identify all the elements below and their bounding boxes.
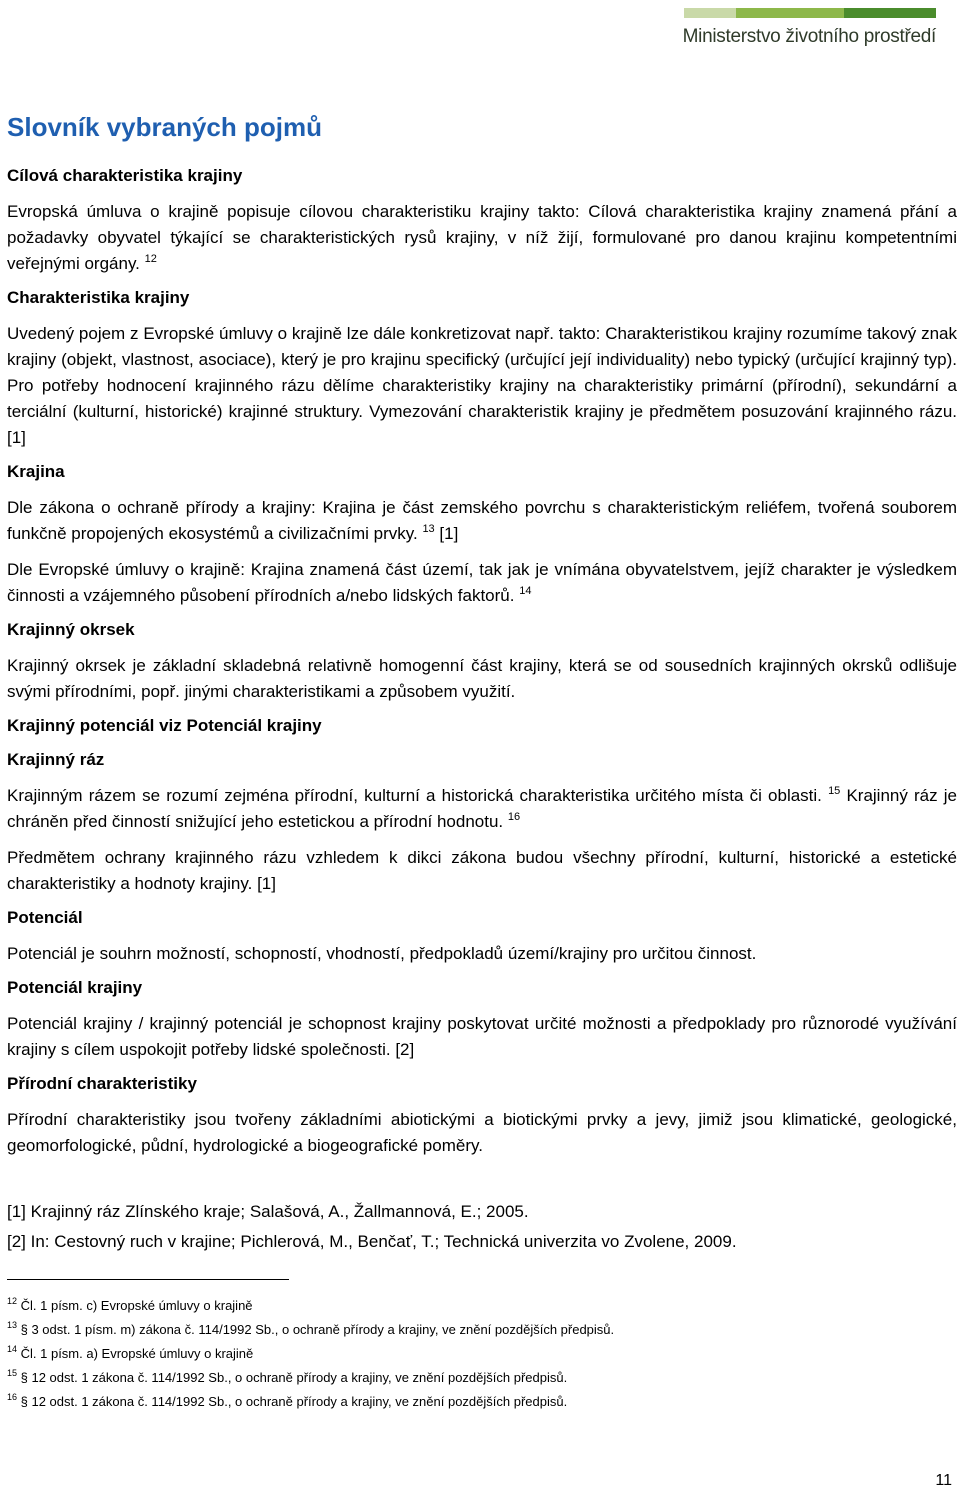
logo-bar (684, 8, 736, 18)
term-heading: Potenciál krajiny (7, 978, 143, 997)
definition-paragraph: Potenciál je souhrn možností, schopností, vhodností, předpokladů území/krajiny pro určitou činnost. (7, 944, 757, 963)
footnote-item (7, 1366, 957, 1390)
term-heading: Přírodní charakteristiky (7, 1074, 197, 1093)
logo-bars (676, 8, 936, 18)
footnote-text: § 12 odst. 1 zákona č. 114/1992 Sb., o ochraně přírody a krajiny, ve znění pozdějších předpisů. (17, 1370, 568, 1385)
term-heading: Cílová charakteristika krajiny (7, 166, 243, 185)
footnote-ref: 14 (519, 585, 532, 597)
footnote-number: 13 (7, 1320, 18, 1330)
term-heading: Krajinný ráz (7, 750, 105, 769)
term-heading: Krajina (7, 462, 65, 481)
footnote-number: 12 (7, 1296, 18, 1306)
reference-item: [1] Krajinný ráz Zlínského kraje; Salašová, A., Žallmannová, E.; 2005. (7, 1202, 529, 1221)
logo-text: Ministerstvo životního prostředí (682, 26, 936, 47)
footnote-text: Čl. 1 písm. c) Evropské úmluvy o krajině (17, 1298, 253, 1313)
logo-bar (736, 8, 844, 18)
footnote-text: Čl. 1 písm. a) Evropské úmluvy o krajině (17, 1346, 254, 1361)
footnote-text: § 3 odst. 1 písm. m) zákona č. 114/1992 Sb., o ochraně přírody a krajiny, ve znění pozdějších předpisů. (17, 1322, 615, 1337)
footnote-ref: 16 (507, 811, 521, 823)
footnote-ref: 12 (144, 253, 157, 265)
definition-paragraph: Předmětem ochrany krajinného rázu vzhledem k dikci zákona budou všechny přírodní, kulturní, historické a estetické charakteristiky a hodnoty krajiny. [1] (7, 848, 957, 893)
page-number: 11 (935, 1472, 952, 1489)
definition-paragraph: Přírodní charakteristiky jsou tvořeny základními abiotickými a biotickými prvky a jevy, jimiž jsou klimatické, geologické, geomorfologické, půdní, hydrologické a biogeografické poměry. (7, 1110, 957, 1155)
term-heading: Charakteristika krajiny (7, 288, 190, 307)
footnote-item (7, 1294, 957, 1318)
glossary-sections (7, 165, 957, 1159)
definition-paragraph: Dle zákona o ochraně přírody a krajiny: Krajina je část zemského povrchu s charakteristickým reliéfem, tvořená souborem funkčně propojených ekosystémů a civilizačními prvky. $^{13}$ [1] (7, 498, 957, 543)
page-title: Slovník vybraných pojmů (7, 112, 322, 142)
definition-paragraph: Uvedený pojem z Evropské úmluvy o krajině lze dále konkretizovat např. takto: Charakteristikou krajiny rozumíme takový znak krajiny (objekt, vlastnost, asociace), který je pro krajinu specifický (určující její individuality) nebo typický (určující krajinný typ). Pro potřeby hodnocení krajinného rázu dělíme charakteristiky krajiny na charakteristiky primární (přírodní), sekundární a terciální (kulturní, historické) krajinné struktury. Vymezování charakteristik krajiny je předmětem posuzování krajinného rázu. [1] (7, 324, 957, 447)
definition-paragraph: Krajinný okrsek je základní skladebná relativně homogenní část krajiny, která se od sousedních krajinných okrsků odlišuje svými přírodními, popř. jinými charakteristikami a způsobem využití. (7, 656, 957, 701)
footnote-number: 15 (7, 1368, 18, 1378)
term-heading: Krajinný potenciál viz Potenciál krajiny (7, 716, 322, 735)
footnote-ref: 15 (828, 785, 841, 797)
references (7, 1197, 957, 1257)
term-heading: Krajinný okrsek (7, 620, 135, 639)
term-heading: Potenciál (7, 908, 83, 927)
footnote-number: 14 (7, 1344, 18, 1354)
footnote-item (7, 1318, 957, 1342)
definition-paragraph: Evropská úmluva o krajině popisuje cílovou charakteristiku krajiny takto: Cílová charakteristika krajiny znamená přání a požadavky obyvatel týkající se charakteristických rysů krajiny, v níž žijí, formulované pro danou krajinu kompetentními veřejnými orgány. $^{12}$ (7, 202, 957, 273)
ministry-logo (676, 8, 936, 48)
footnote-number: 16 (7, 1392, 18, 1402)
footnotes (7, 1294, 957, 1414)
footnote-ref: 13 (422, 523, 435, 535)
definition-paragraph: Krajinným rázem se rozumí zejména přírodní, kulturní a historická charakteristika určitého místa či oblasti. $^{15}$ Krajinný ráz je chráněn před činností snižující jeho estetickou a přírodní hodnotu. $^{16}$ (7, 785, 958, 831)
definition-paragraph: Dle Evropské úmluvy o krajině: Krajina znamená část území, tak jak je vnímána obyvatelstvem, jejíž charakter je výsledkem činnosti a vzájemného působení přírodních a/nebo lidských faktorů. $^{14}$ (7, 560, 957, 605)
footnote-item (7, 1390, 957, 1414)
footnote-text: § 12 odst. 1 zákona č. 114/1992 Sb., o ochraně přírody a krajiny, ve znění pozdějších předpisů. (17, 1394, 568, 1409)
definition-paragraph: Potenciál krajiny / krajinný potenciál je schopnost krajiny poskytovat určité možnosti a předpoklady pro různorodé využívání krajiny s cílem uspokojit potřeby lidské společnosti. [2] (7, 1014, 957, 1059)
footnote-separator (7, 1279, 289, 1280)
reference-item: [2] In: Cestovný ruch v krajine; Pichlerová, M., Benčať, T.; Technická univerzita vo Zvolene, 2009. (7, 1232, 737, 1251)
footnote-item (7, 1342, 957, 1366)
logo-bar (844, 8, 936, 18)
document-body (7, 112, 957, 1414)
